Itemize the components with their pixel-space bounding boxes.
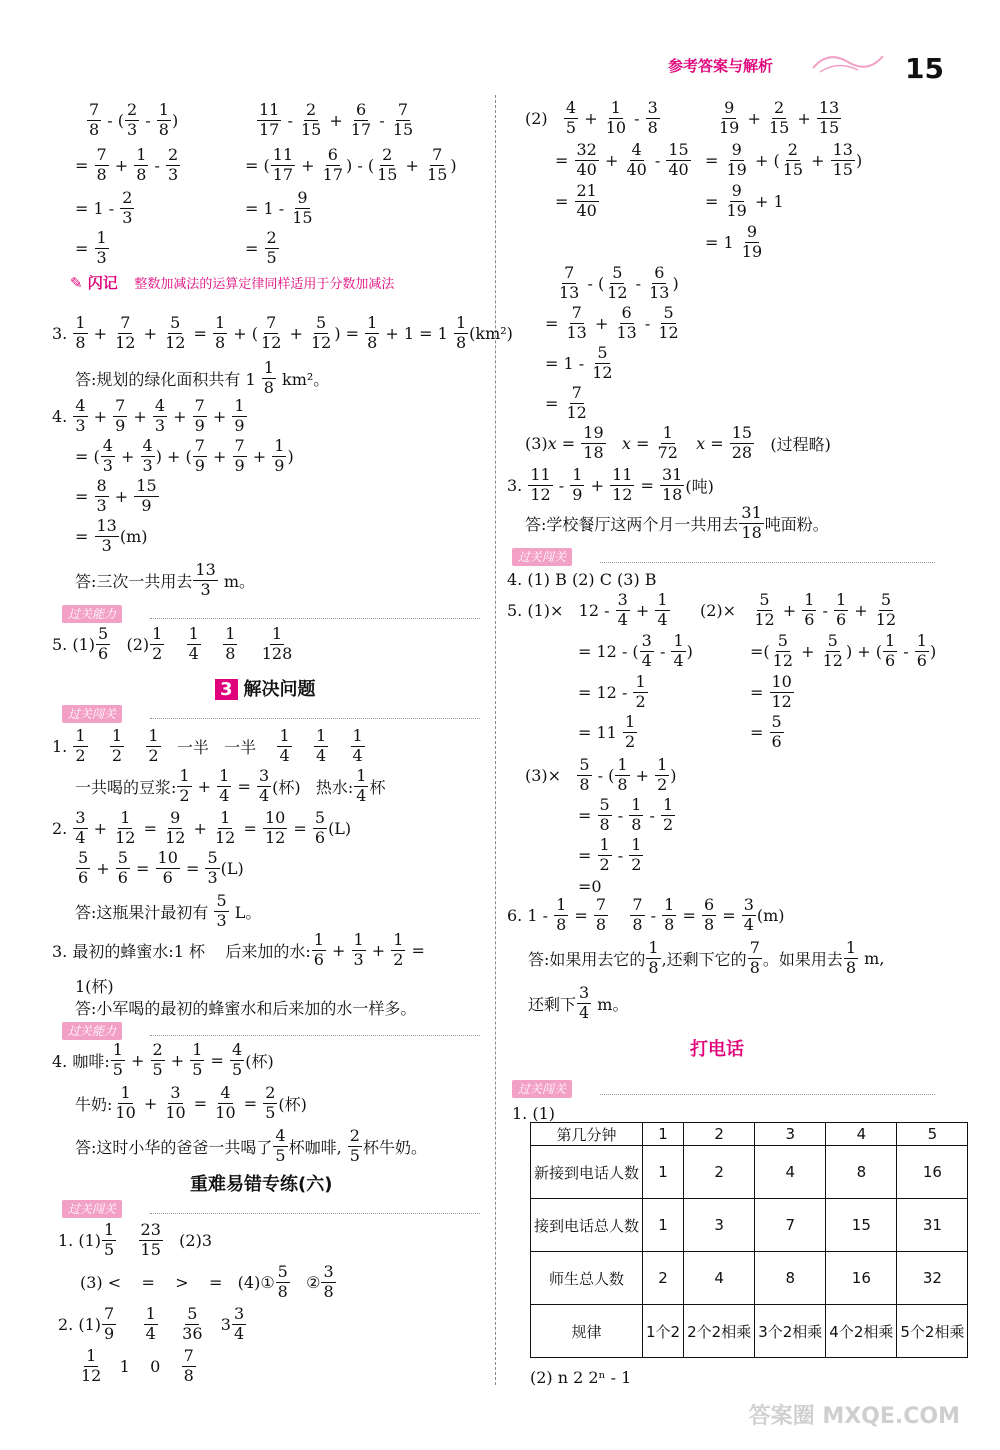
table-header-cell: 2 [684,1123,755,1146]
q1-2-line: (2) n 2 2ⁿ - 1 [530,1368,632,1387]
q3-line: 3. $\frac{1}{8}$ + $\frac{7}{12}$ + $\frac{5}{12}$ = $\frac{1}{8}$ + ( $\frac{7}{12}$ + $\frac{5}{12}$ ) = $\frac{1}{8}$ + 1 = 1 $\frac{1}{8}$ (km²) [52,313,513,352]
tag-rule-6 [600,1094,935,1095]
rq5-3-line3: = $\frac{1}{2}$ - $\frac{1}{2}$ [578,835,642,874]
rq5-2-line4: = $\frac{5}{6}$ [750,712,782,751]
table-cell: 3个2相乘 [755,1305,826,1358]
rq5-3-line2: = $\frac{5}{8}$ - $\frac{1}{8}$ - $\frac{1}{2}$ [578,795,674,834]
calc-a-line1: $\frac{7}{8}$ - ( $\frac{2}{3}$ - $\frac{1}{8}$ ) [89,100,179,139]
table-cell: 2 [684,1146,755,1199]
q4-line2: = ( $\frac{4}{3}$ + $\frac{4}{3}$ ) + ( $\frac{7}{9}$ + $\frac{7}{9}$ + $\frac{1}{9}$ ) [75,436,294,475]
table-header-cell: 1 [643,1123,684,1146]
s4-answer: 答:这时小华的爸爸一共喝了 $\frac{4}{5}$ 杯咖啡, $\frac{2}{5}$ 杯牛奶。 [75,1126,427,1165]
z1-line2: (3) < = > = (4)① $\frac{5}{8}$ ② $\frac{3}{8}$ [80,1262,334,1301]
section-3-title [215,675,316,701]
table-header-row [531,1123,968,1146]
rq3-answer: 答:学校餐厅这两个月一共用去 $\frac{31}{18}$ 吨面粉。 [525,503,829,542]
watermark: 答案圈 MXQE.COM [748,1404,960,1429]
table-cell: 1 [643,1199,684,1252]
tag-rule-4 [150,1213,480,1214]
table-cell: 16 [897,1146,968,1199]
s3-line2: 1(杯) [75,977,114,996]
tag-pass-1: 过关闯关 [62,705,122,723]
tag-rule-3 [150,1035,480,1036]
rq4-line: 4. (1) B (2) C (3) B [507,570,657,589]
p2-c-line4: = $\frac{7}{12}$ [545,383,587,422]
phone-title: 打电话 [690,1039,744,1060]
table-cell: 2 [643,1252,684,1305]
rq5-1-line1: 5. (1)× 12 - $\frac{3}{4}$ + $\frac{1}{4}$ [507,590,668,629]
s2-line1: 2. $\frac{3}{4}$ + $\frac{1}{12}$ = $\frac{9}{12}$ + $\frac{1}{12}$ = $\frac{10}{12}$ = $\frac{5}{6}$ (L) [52,808,352,847]
table-cell: 4 [684,1252,755,1305]
tag-rule-1 [150,618,480,619]
table-header-cell: 第几分钟 [531,1123,643,1146]
rq5-1-line4: = 11 $\frac{1}{2}$ [578,712,636,751]
p2-b-line4: = 1 $\frac{9}{19}$ [705,222,763,261]
calc-b-line2: = ( $\frac{11}{17}$ + $\frac{6}{17}$ ) - ( $\frac{2}{15}$ + $\frac{7}{15}$ ) [245,145,457,184]
q4-answer: 答:三次一共用去 $\frac{13}{3}$ m。 [75,560,256,599]
table-cell: 4 [755,1146,826,1199]
table-cell: 新接到电话人数 [531,1146,643,1199]
rq6-answer-1: 答:如果用去它的 $\frac{1}{8}$ ,还剩下它的 $\frac{7}{8}$ 。如果用去 $\frac{1}{8}$ m, [528,938,885,977]
p3-line: (3) x = $\frac{19}{18}$ x = $\frac{1}{72}$ x = $\frac{15}{28}$ (过程略) [525,423,831,462]
section-3-text: 解决问题 [243,679,316,700]
calc-a-line2: = $\frac{7}{8}$ + $\frac{1}{8}$ - $\frac{2}{3}$ [75,145,179,184]
memo-text: 整数加减法的运算定律同样适用于分数加减法 [134,277,395,292]
s3-answer: 答:小军喝的最初的蜂蜜水和后来加的水一样多。 [75,999,417,1018]
tag-pass-2: 过关闯关 [62,1200,122,1218]
memo-line1: ✎ 闪记 整数加减法的运算定律同样适用于分数加减法 [70,274,395,292]
calc-b-line4: = $\frac{2}{5}$ [245,228,277,267]
tag-pass-4: 过关闯关 [512,1080,572,1098]
p2-b-line3: = $\frac{9}{19}$ + 1 [705,181,784,220]
p2-c-line2: = $\frac{7}{13}$ + $\frac{6}{13}$ - $\frac{5}{12}$ [545,303,679,342]
tag-ability-1: 过关能力 [62,605,122,623]
s2-line2: $\frac{5}{6}$ + $\frac{5}{6}$ = $\frac{10}{6}$ = $\frac{5}{3}$ (L) [78,848,244,887]
table-cell: 4个2相乘 [826,1305,897,1358]
section-special-title: 重难易错专练(六) [190,1174,333,1195]
table-cell: 15 [826,1199,897,1252]
q4-line1: 4. $\frac{4}{3}$ + $\frac{7}{9}$ + $\frac{4}{3}$ + $\frac{7}{9}$ + $\frac{1}{9}$ [52,396,245,435]
q4-line3: = $\frac{8}{3}$ + $\frac{15}{9}$ [75,476,157,515]
table-label: 1. (1) [512,1104,556,1123]
table-header-cell: 5 [897,1123,968,1146]
table-cell: 32 [897,1252,968,1305]
p2-c-line3: = 1 - $\frac{5}{12}$ [545,343,613,382]
s2-answer: 答:这瓶果汁最初有 $\frac{5}{3}$ L。 [75,891,262,930]
s1-line1: 1. $\frac{1}{2}$ $\frac{1}{2}$ $\frac{1}{2}$ 一半 一半 $\frac{1}{4}$ $\frac{1}{4}$ $\frac{1}{4}$ [52,726,363,765]
q5-line: 5. (1) $\frac{5}{6}$ (2) $\frac{1}{2}$ $\frac{1}{4}$ $\frac{1}{8}$ $\frac{1}{128}$ [52,624,293,663]
table-cell: 1个2 [643,1305,684,1358]
table-cell: 1 [643,1146,684,1199]
p2-c-line1: $\frac{7}{13}$ - ( $\frac{5}{12}$ - $\frac{6}{13}$ ) [559,263,679,302]
q4-line4: = $\frac{13}{3}$ (m) [75,516,148,555]
table-cell: 师生总人数 [531,1252,643,1305]
tag-pass-3: 过关闯关 [512,548,572,566]
table-cell: 接到电话总人数 [531,1199,643,1252]
z1-line1: 1. (1) $\frac{1}{5}$ $\frac{23}{15}$ (2)3 [58,1220,213,1259]
rq5-2-line2: =( $\frac{5}{12}$ + $\frac{5}{12}$ ) + ( $\frac{1}{6}$ - $\frac{1}{6}$ ) [750,631,937,670]
table-cell: 规律 [531,1305,643,1358]
table-header-cell: 3 [755,1123,826,1146]
table-row [531,1146,968,1199]
table-cell: 5个2相乘 [897,1305,968,1358]
rq5-2-line3: = $\frac{10}{12}$ [750,672,792,711]
table-row [531,1252,968,1305]
rq6-answer-2: 还剩下 $\frac{3}{4}$ m。 [528,983,629,1022]
rq3-line: 3. $\frac{11}{12}$ - $\frac{1}{9}$ + $\frac{11}{12}$ = $\frac{31}{18}$ (吨) [507,465,714,504]
rq5-3-line4: =0 [578,877,602,896]
table-row [531,1199,968,1252]
tag-rule-2 [150,718,480,719]
table-row [531,1305,968,1358]
p2-b-line2: = $\frac{9}{19}$ + ( $\frac{2}{15}$ + $\frac{13}{15}$ ) [705,140,863,179]
table-cell: 7 [755,1199,826,1252]
table-cell: 8 [826,1146,897,1199]
z2-line1: 2. (1) $\frac{7}{9}$ $\frac{1}{4}$ $\frac{5}{36}$ 3 $\frac{3}{4}$ [58,1304,245,1343]
s3-line1: 3. 最初的蜂蜜水:1 杯 后来加的水: $\frac{1}{6}$ + $\frac{1}{3}$ + $\frac{1}{2}$ = [52,930,425,969]
tag-rule-5 [600,562,935,563]
phone-table [530,1122,968,1358]
rq5-2-line1: (2)× $\frac{5}{12}$ + $\frac{1}{6}$ - $\frac{1}{6}$ + $\frac{5}{12}$ [700,590,897,629]
table-cell: 8 [755,1252,826,1305]
p2-b-line1: $\frac{9}{19}$ + $\frac{2}{15}$ + $\frac{13}{15}$ [719,98,840,137]
table-header-cell: 4 [826,1123,897,1146]
rq5-1-line2: = 12 - ( $\frac{3}{4}$ - $\frac{1}{4}$ ) [578,631,693,670]
rq5-1-line3: = 12 - $\frac{1}{2}$ [578,672,646,711]
column-divider [495,95,496,1385]
calc-a-line4: = $\frac{1}{3}$ [75,228,107,267]
s1-line2: 一共喝的豆浆: $\frac{1}{2}$ + $\frac{1}{4}$ = $\frac{3}{4}$ (杯) 热水: $\frac{1}{4}$ 杯 [75,766,386,805]
memo-label: 闪记 [87,274,118,292]
z2-line2: $\frac{1}{12}$ 1 0 $\frac{7}{8}$ [81,1346,194,1385]
header-title: 参考答案与解析 [668,57,774,75]
page-number: 15 [905,52,944,85]
table-cell: 16 [826,1252,897,1305]
table-cell: 3 [684,1199,755,1252]
rq5-3-line1: (3)× $\frac{5}{8}$ - ( $\frac{1}{8}$ + $\frac{1}{2}$ ) [525,755,677,794]
table-cell: 31 [897,1199,968,1252]
tag-ability-2: 过关能力 [62,1022,122,1040]
calc-b-line3: = 1 - $\frac{9}{15}$ [245,188,313,227]
s4-coffee: 4. 咖啡: $\frac{1}{5}$ + $\frac{2}{5}$ + $\frac{1}{5}$ = $\frac{4}{5}$ (杯) [52,1040,274,1079]
calc-a-line3: = 1 - $\frac{2}{3}$ [75,188,133,227]
p2-a-line3: = $\frac{21}{40}$ [555,181,597,220]
p2-a-line2: = $\frac{32}{40}$ + $\frac{4}{40}$ - $\frac{15}{40}$ [555,140,689,179]
q3-answer: 答:规划的绿化面积共有 1 $\frac{1}{8}$ km²。 [75,358,330,397]
section-3-number: 3 [215,679,238,700]
s4-milk: 牛奶: $\frac{1}{10}$ + $\frac{3}{10}$ = $\frac{4}{10}$ = $\frac{2}{5}$ (杯) [75,1083,307,1122]
p2-a-line1: (2) $\frac{4}{5}$ + $\frac{1}{10}$ - $\frac{3}{8}$ [525,98,658,137]
calc-b-line1: $\frac{11}{17}$ - $\frac{2}{15}$ + $\frac{6}{17}$ - $\frac{7}{15}$ [259,100,414,139]
header-decoration-icon [808,48,888,78]
rq6-line: 6. 1 - $\frac{1}{8}$ = $\frac{7}{8}$ $\frac{7}{8}$ - $\frac{1}{8}$ = $\frac{6}{8}$ = $\frac{3}{4}$ (m) [507,895,785,934]
table-cell: 2个2相乘 [684,1305,755,1358]
